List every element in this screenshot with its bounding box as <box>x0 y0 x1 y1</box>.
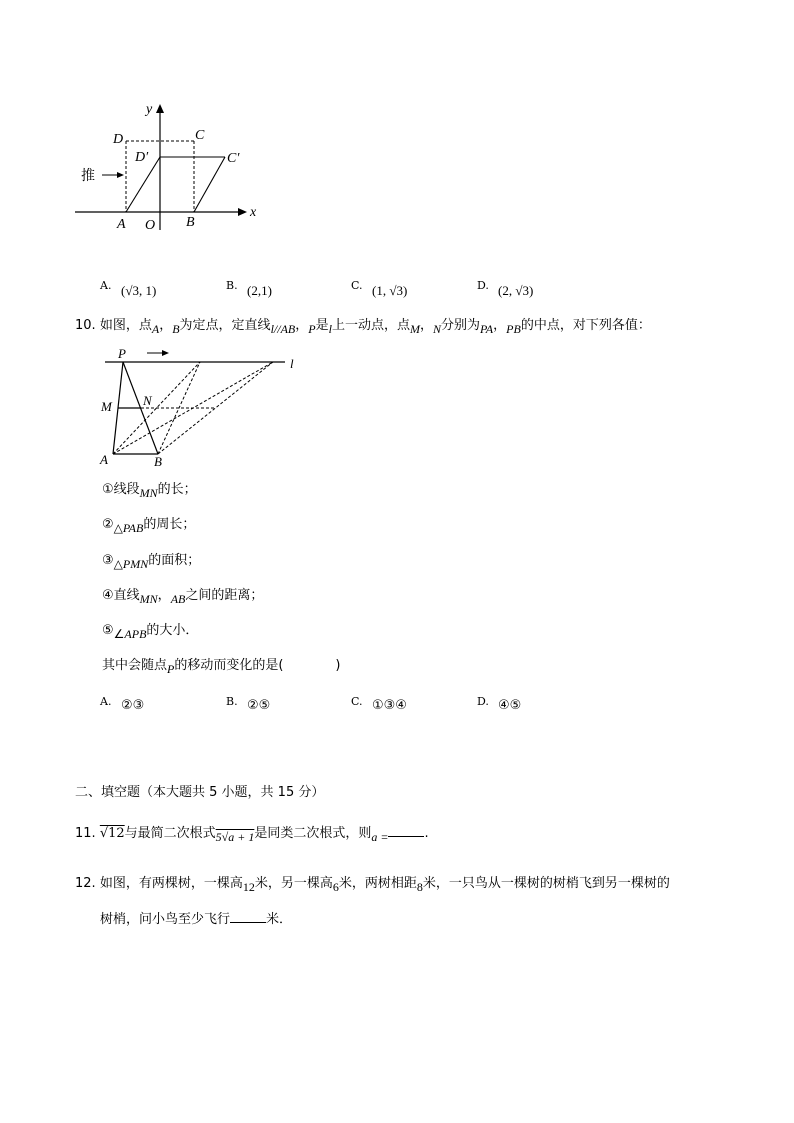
q10-stem-text: 是 <box>315 318 329 333</box>
question-var-P: P <box>167 662 175 676</box>
q10-option-a-label[interactable]: A. <box>100 695 112 708</box>
item-symbol: △ <box>113 557 123 571</box>
label-C: C <box>195 128 205 143</box>
label-x: x <box>250 205 257 220</box>
q9-figure <box>70 95 270 235</box>
q10-item-1 <box>102 478 197 500</box>
question-text: 的移动而变化的是( ) <box>174 658 341 673</box>
q10-expr-parallel: l//AB <box>270 322 296 336</box>
item-text: 的大小． <box>146 623 199 638</box>
q11-answer-blank[interactable] <box>388 824 424 837</box>
q10-stem-text: 的中点，对下列各值： <box>520 318 651 333</box>
q9-option-d-value: (2, √3) <box>498 283 534 298</box>
item-var: AB <box>170 592 186 606</box>
q12-text: 如图，有两棵树，一棵高 <box>99 876 243 891</box>
item-text: 直线 <box>113 588 140 603</box>
q12-text: 米，一只鸟从一棵树的树梢飞到另一棵树的 <box>422 876 670 891</box>
q10-option-c-value: ①③④ <box>372 698 407 713</box>
q9-option-b-value: (2,1) <box>247 283 272 298</box>
q10-var-l: l <box>328 322 332 336</box>
label-O: O <box>145 218 156 233</box>
item-var: MN <box>139 486 158 500</box>
q10-var-PB: PB <box>506 322 521 336</box>
q10-question <box>102 654 341 676</box>
item-var: MN <box>139 592 158 606</box>
q10-var-PA: PA <box>480 322 494 336</box>
y-axis-arrow <box>156 104 164 113</box>
item-symbol: ∠ <box>113 627 125 641</box>
label-M: M <box>101 399 112 414</box>
para-left <box>126 157 160 212</box>
q9-option-d-label[interactable]: D. <box>477 279 489 292</box>
push-arrow-head <box>117 172 124 178</box>
label-A: A <box>100 452 108 467</box>
q9-option-c-label[interactable]: C. <box>351 279 363 292</box>
section-title: 二、填空题（本大题共 5 小题，共 15 分） <box>75 785 325 800</box>
label-push: 推 <box>81 168 95 184</box>
q10-option-d-value: ④⑤ <box>498 698 522 713</box>
q11-text: 与最简二次根式 <box>124 826 216 841</box>
q10-var-N: N <box>432 322 441 336</box>
q10-stem-text: 如图，点 <box>99 318 152 333</box>
q10-sep: ， <box>419 318 433 333</box>
para-right <box>194 157 225 212</box>
item-mark: ① <box>102 482 114 497</box>
item-text: 的面积； <box>148 553 201 568</box>
q12-num: 12 <box>242 880 255 894</box>
question-text: 其中会随点 <box>102 658 168 673</box>
move-arrow-head <box>162 350 169 356</box>
q10-var-P: P <box>308 322 316 336</box>
q12-line1 <box>75 872 670 894</box>
q12-line2 <box>100 908 292 927</box>
q11-var: a = <box>371 830 389 844</box>
item-var: PMN <box>122 557 149 571</box>
q12-text: 树梢，问小鸟至少飞行 <box>100 912 231 927</box>
q10-item-2 <box>102 513 196 535</box>
label-B: B <box>186 215 195 230</box>
dashed-line <box>158 362 273 454</box>
label-C-prime: C′ <box>227 151 240 166</box>
x-axis-arrow <box>238 208 247 216</box>
item-text: 的长； <box>157 482 197 497</box>
q10-option-a-value: ②③ <box>121 698 145 713</box>
q10-var-A: A <box>151 322 160 336</box>
q11-sqrt12: √12 <box>99 826 125 841</box>
q10-option-d-label[interactable]: D. <box>477 695 489 708</box>
q10-var-M: M <box>409 322 420 336</box>
item-symbol: △ <box>113 521 123 535</box>
label-D: D <box>113 132 124 147</box>
q11-number: 11. <box>75 826 96 841</box>
item-var: APB <box>124 627 147 641</box>
label-N: N <box>143 393 152 408</box>
q12-text: 米，两树相距 <box>338 876 417 891</box>
q12-num: 8 <box>416 880 423 894</box>
q12-answer-blank[interactable] <box>230 910 266 923</box>
q10-sep: ， <box>493 318 507 333</box>
q10-option-b-value: ②⑤ <box>247 698 271 713</box>
label-D-prime: D′ <box>135 150 149 165</box>
q11 <box>75 822 429 844</box>
item-mark: ③ <box>102 553 114 568</box>
item-mark: ⑤ <box>102 623 114 638</box>
q10-stem-text: 为定点，定直线 <box>179 318 271 333</box>
q12-text: 米． <box>266 912 293 927</box>
label-P: P <box>118 346 126 361</box>
item-var: PAB <box>122 521 144 535</box>
item-text: 之间的距离； <box>185 588 264 603</box>
q10-figure <box>95 342 305 470</box>
item-text: ， <box>157 588 171 603</box>
q11-end: . <box>424 826 429 841</box>
q9-option-c-value: (1, √3) <box>372 283 408 298</box>
q10-stem-text: 上一动点，点 <box>331 318 410 333</box>
q10-sep: ， <box>159 318 173 333</box>
q12-text: 米，另一棵高 <box>254 876 333 891</box>
q11-text: 是同类二次根式，则 <box>254 826 372 841</box>
label-A: A <box>117 217 126 232</box>
item-mark: ④ <box>102 588 114 603</box>
item-mark: ② <box>102 517 114 532</box>
q10-item-3 <box>102 549 201 571</box>
q9-option-a-value: (√3, 1) <box>121 283 157 298</box>
q12-number: 12. <box>75 876 96 891</box>
q10-option-c-label[interactable]: C. <box>351 695 363 708</box>
q10-sep: ， <box>295 318 309 333</box>
item-text: 的周长； <box>143 517 196 532</box>
q9-option-b-label[interactable]: B. <box>226 279 238 292</box>
q10-item-4 <box>102 584 264 606</box>
item-text: 线段 <box>113 482 140 497</box>
q9-option-a-label[interactable]: A. <box>100 279 112 292</box>
q10-number: 10. <box>75 318 96 333</box>
q10-item-5 <box>102 619 199 641</box>
label-l: l <box>290 356 294 371</box>
label-y: y <box>146 102 153 117</box>
q12-num: 6 <box>332 880 339 894</box>
q10-option-b-label[interactable]: B. <box>226 695 238 708</box>
q10-var-B: B <box>172 322 180 336</box>
q10-stem-text: 分别为 <box>441 318 481 333</box>
q11-expr: 5√a + 1 <box>215 830 255 844</box>
q10-stem <box>75 314 651 336</box>
label-B: B <box>154 454 162 469</box>
